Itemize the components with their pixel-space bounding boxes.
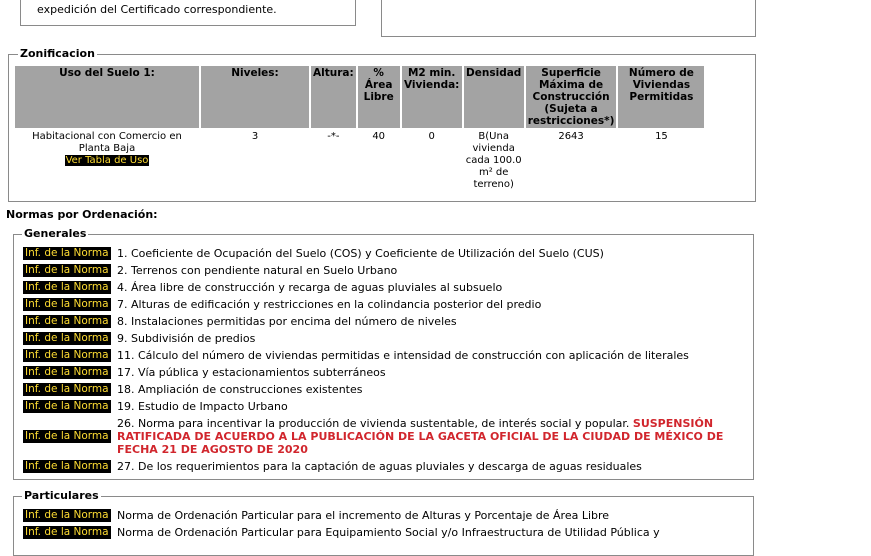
norma-text-wrap xyxy=(117,417,727,456)
norma-text: 7. Alturas de edificación y restricciones en la colindancia posterior del predio xyxy=(117,298,542,311)
norma-text: 27. De los requerimientos para la captación de aguas pluviales y descarga de aguas residuales xyxy=(117,460,642,473)
cell-uso xyxy=(15,130,199,192)
inf-norma-button[interactable]: Inf. de la Norma xyxy=(23,400,111,413)
norma-text-wrap xyxy=(117,526,727,539)
header-area-libre: % Área Libre xyxy=(358,66,400,128)
norma-text-wrap xyxy=(117,400,727,413)
list-item xyxy=(23,298,727,311)
list-item xyxy=(23,349,727,362)
inf-norma-button[interactable]: Inf. de la Norma xyxy=(23,509,111,522)
inf-norma-button[interactable]: Inf. de la Norma xyxy=(23,281,111,294)
norma-text-wrap xyxy=(117,281,727,294)
list-item xyxy=(23,400,727,413)
norma-text-wrap xyxy=(117,315,727,328)
list-item xyxy=(23,383,727,396)
norma-text: 9. Subdivisión de predios xyxy=(117,332,256,345)
list-item xyxy=(23,460,727,473)
inf-norma-button[interactable]: Inf. de la Norma xyxy=(23,332,111,345)
header-uso: Uso del Suelo 1: xyxy=(15,66,199,128)
list-item xyxy=(23,281,727,294)
norma-text-wrap xyxy=(117,298,727,311)
header-superficie: Superficie Máxima de Construcción (Sujeta a restricciones*) xyxy=(527,67,615,127)
inf-norma-button[interactable]: Inf. de la Norma xyxy=(23,526,111,539)
zonificacion-legend: Zonificacion xyxy=(20,47,95,60)
norma-text: Norma de Ordenación Particular para Equipamiento Social y/o Infraestructura de Utilidad Pública y xyxy=(117,526,660,539)
cell-altura: -*- xyxy=(327,131,340,142)
norma-text: 1. Coeficiente de Ocupación del Suelo (COS) y Coeficiente de Utilización del Suelo (CUS) xyxy=(117,247,604,260)
norma-text-wrap xyxy=(117,247,727,260)
header-densidad: Densidad xyxy=(464,66,524,128)
header-m2-min: M2 min. Vivienda: xyxy=(402,66,462,128)
norma-text-wrap xyxy=(117,460,727,473)
list-item xyxy=(23,526,727,539)
list-item xyxy=(23,509,727,522)
norma-text: 11. Cálculo del número de viviendas permitidas e intensidad de construcción con aplicación de literales xyxy=(117,349,689,362)
header-altura: Altura: xyxy=(311,66,356,128)
cell-m2-min: 0 xyxy=(428,131,435,142)
norma-text-wrap xyxy=(117,383,727,396)
suspension-warning: SUSPENSIÓN RATIFICADA DE ACUERDO A LA PUBLICACIÓN DE LA GACETA OFICIAL DE LA CIUDAD DE MÉXICO DE FECHA 21 DE AGOSTO DE 2020 xyxy=(117,417,724,456)
inf-norma-button[interactable]: Inf. de la Norma xyxy=(23,264,111,277)
norma-text: Norma de Ordenación Particular para el incremento de Alturas y Porcentaje de Área Libre xyxy=(117,509,610,522)
generales-legend: Generales xyxy=(24,227,87,240)
norma-text: 4. Área libre de construcción y recarga de aguas pluviales al subsuelo xyxy=(117,281,503,294)
top-left-panel xyxy=(20,0,356,26)
norma-text-wrap xyxy=(117,366,727,379)
inf-norma-button[interactable]: Inf. de la Norma xyxy=(23,247,111,260)
inf-norma-button[interactable]: Inf. de la Norma xyxy=(23,315,111,328)
norma-text: 19. Estudio de Impacto Urbano xyxy=(117,400,288,413)
table-row xyxy=(15,130,704,192)
norma-text-wrap xyxy=(117,509,727,522)
list-item xyxy=(23,366,727,379)
list-item xyxy=(23,417,727,456)
header-viviendas: Número de Viviendas Permitidas xyxy=(618,66,704,128)
norma-text: 26. Norma para incentivar la producción de vivienda sustentable, de interés social y popular. xyxy=(117,417,630,430)
cell-viviendas: 15 xyxy=(655,131,668,142)
norma-text: 2. Terrenos con pendiente natural en Suelo Urbano xyxy=(117,264,398,277)
list-item xyxy=(23,264,727,277)
inf-norma-button[interactable]: Inf. de la Norma xyxy=(23,383,111,396)
cell-area-libre: 40 xyxy=(372,131,386,142)
norma-text-wrap xyxy=(117,264,727,277)
inf-norma-button[interactable]: Inf. de la Norma xyxy=(23,349,111,362)
top-right-panel xyxy=(381,0,756,37)
top-panel-text: expedición del Certificado correspondiente. xyxy=(37,3,277,16)
header-niveles: Niveles: xyxy=(201,66,309,128)
norma-text: 17. Vía pública y estacionamientos subterráneos xyxy=(117,366,386,379)
norma-text-wrap xyxy=(117,332,727,345)
norma-text: 18. Ampliación de construcciones existentes xyxy=(117,383,363,396)
zonificacion-table xyxy=(13,64,706,194)
inf-norma-button[interactable]: Inf. de la Norma xyxy=(23,430,111,443)
ver-tabla-uso-link[interactable]: Ver Tabla de Uso xyxy=(65,155,149,166)
cell-superficie: 2643 xyxy=(558,131,584,142)
list-item xyxy=(23,332,727,345)
cell-niveles: 3 xyxy=(251,131,259,142)
normas-title: Normas por Ordenación: xyxy=(6,208,158,221)
list-item xyxy=(23,315,727,328)
cell-densidad: B(Una vivienda cada 100.0 m² de terreno) xyxy=(465,131,522,190)
inf-norma-button[interactable]: Inf. de la Norma xyxy=(23,298,111,311)
norma-text: 8. Instalaciones permitidas por encima del número de niveles xyxy=(117,315,457,328)
norma-text-wrap xyxy=(117,349,727,362)
particulares-legend: Particulares xyxy=(24,489,99,502)
inf-norma-button[interactable]: Inf. de la Norma xyxy=(23,460,111,473)
inf-norma-button[interactable]: Inf. de la Norma xyxy=(23,366,111,379)
uso-text: Habitacional con Comercio en Planta Baja xyxy=(32,131,182,154)
list-item xyxy=(23,247,727,260)
